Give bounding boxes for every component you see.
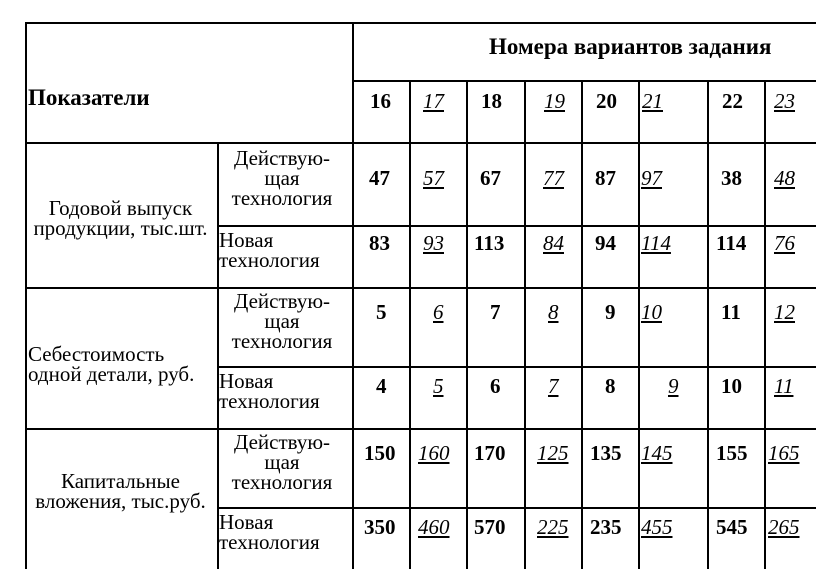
variant-number: 19 [544,89,565,113]
tech-label: Новая технология [219,369,320,413]
group-label: Капитальные вложения, тыс.руб. [35,469,206,513]
group-label: Себестоимость одной детали, руб. [28,342,195,386]
table-cell: 145 [641,441,673,465]
table-cell: 150 [364,441,396,465]
table-cell: 84 [543,231,564,255]
col-divider [638,80,640,569]
group-divider [25,287,816,289]
tech-label: Действую-щая технология [231,289,333,353]
variant-number: 22 [722,89,743,113]
variant-number: 17 [423,89,444,113]
table-cell: 113 [474,231,505,255]
row-divider [217,225,816,227]
table-cell: 10 [721,374,742,398]
table-cell: 170 [474,441,506,465]
table-cell: 77 [543,166,564,190]
table-cell: 97 [641,166,662,190]
table-cell: 87 [595,166,616,190]
table-cell: 47 [369,166,390,190]
col-divider [764,80,766,569]
indicators-header: Показатели [28,85,150,110]
table-cell: 93 [423,231,444,255]
tech-label: Действую-щая технология [231,146,333,210]
table-border-left [25,22,27,569]
col-divider [466,80,468,569]
table-border-top [25,22,816,24]
table-cell: 57 [423,166,444,190]
table-cell: 125 [537,441,569,465]
table-cell: 11 [774,374,794,398]
table-cell: 570 [474,515,506,539]
table-cell: 38 [721,166,742,190]
tech-label: Действую-щая технология [231,430,333,494]
table-cell: 83 [369,231,390,255]
table-cell: 460 [418,515,450,539]
table-cell: 114 [716,231,747,255]
table-cell: 12 [774,300,795,324]
table-cell: 7 [490,300,501,324]
variant-number: 16 [370,89,391,113]
table-cell: 8 [548,300,559,324]
col-divider [524,80,526,569]
table-cell: 76 [774,231,795,255]
table-cell: 155 [716,441,748,465]
group-label: Годовой выпуск продукции, тыс.шт. [33,196,208,240]
col-divider [409,80,411,569]
table-cell: 4 [376,374,387,398]
group-divider [25,428,816,430]
table-cell: 10 [641,300,662,324]
header-bottom [25,142,816,144]
table-cell: 135 [590,441,622,465]
table-cell: 5 [433,374,444,398]
variants-title: Номера вариантов задания [489,34,772,59]
variant-number: 21 [642,89,663,113]
table-cell: 7 [548,374,559,398]
table-cell: 545 [716,515,748,539]
table-cell: 9 [668,374,679,398]
table-cell: 5 [376,300,387,324]
table-cell: 165 [768,441,800,465]
table-cell: 11 [721,300,741,324]
header-divider [352,80,816,82]
table-cell: 455 [641,515,673,539]
col-divider [352,22,354,569]
variant-number: 20 [596,89,617,113]
tech-label: Новая технология [219,510,320,554]
table-cell: 350 [364,515,396,539]
table-cell: 6 [490,374,501,398]
table-cell: 9 [605,300,616,324]
table-cell: 265 [768,515,800,539]
variant-number: 18 [481,89,502,113]
col-divider [581,80,583,569]
table-cell: 67 [480,166,501,190]
variant-number: 23 [774,89,795,113]
col-divider [707,80,709,569]
table-cell: 235 [590,515,622,539]
table-cell: 48 [774,166,795,190]
row-divider [217,507,816,509]
table-cell: 8 [605,374,616,398]
table-cell: 94 [595,231,616,255]
table-cell: 114 [641,231,671,255]
table-cell: 225 [537,515,569,539]
tech-label: Новая технология [219,228,320,272]
table-cell: 160 [418,441,450,465]
table-cell: 6 [433,300,444,324]
row-divider [217,366,816,368]
col-divider [217,142,219,569]
